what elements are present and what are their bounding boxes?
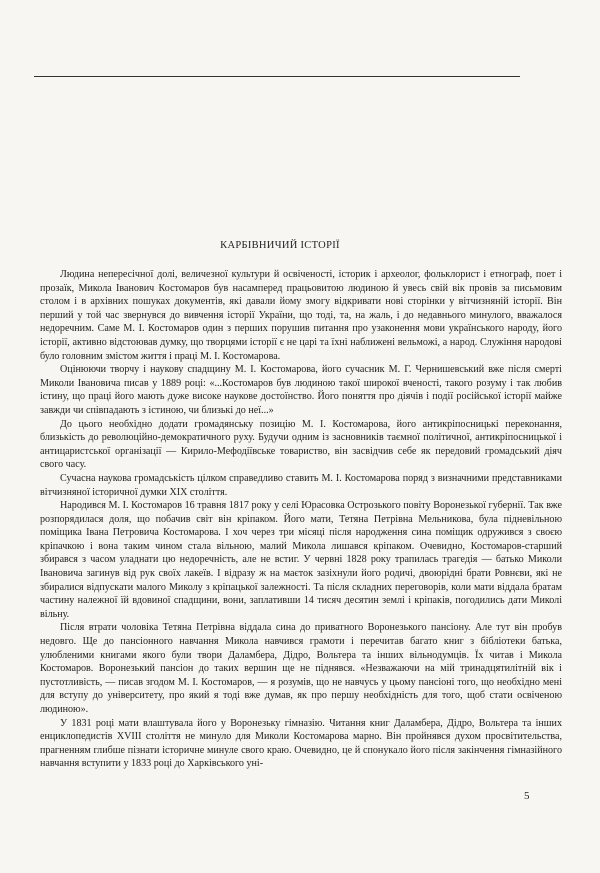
body-text [40, 268, 562, 771]
paragraph: Сучасна наукова громадськість цілком справедливо ставить М. І. Костомарова поряд з визначними представниками вітчизняної історичної думки XIX століття. [40, 472, 562, 498]
page-number: 5 [524, 790, 530, 802]
paragraph: Після втрати чоловіка Тетяна Петрівна віддала сина до приватного Воронезького пансіону. Але тут він пробув недовго. Ще до пансіонного навчання Микола навчився грамоти і перечитав багато книг з бібліотеки батька, улюбленими книгами якого були твори Даламбера, Дідро, Вольтера та інших вільнодумців. Їх читав і Микола Костомаров. Воронезький пансіон до таких вершин ще не піднявся. «Незважаючи на мій тринадцятилітній вік і пустотливість, — писав згодом М. І. Костомаров, — я розумів, що не навчусь у цьому пансіоні того, що необхідно мені для вступу до університету, про який я тоді вже думав, як про першу необхідність для того, щоб стати освіченою людиною». [40, 622, 562, 715]
page-title: КАРБІВНИЧИЙ ІСТОРІЇ [220, 240, 340, 251]
paragraph: Оцінюючи творчу і наукову спадщину М. І. Костомарова, його сучасник М. Г. Чернишевський вже після смерті Миколи Івановича писав у 1889 році: «...Костомаров був людиною такої широкої вченості, такого розуму і так любив істину, що праці його мають дуже високе наукове достоїнство. Його поняття про діячів і події російської історії майже завжди чи співпадають з істиною, чи близькі до неї...» [40, 364, 562, 416]
paragraph: У 1831 році мати влаштувала його у Воронезьку гімназію. Читання книг Даламбера, Дідро, Вольтера та інших енциклопедистів XVIII століття не минуло для Миколи Костомарова марно. Він пройнявся духом просвітительства, прагненням глибше пізнати історичне минуле свого краю. Очевидно, це й спонукало його після закінчення гімназійного навчання вступити у 1833 році до Харківського уні- [40, 717, 562, 770]
paragraph: Людина непересічної долі, величезної культури й освіченості, історик і археолог, фольклорист і етнограф, поет і прозаїк, Микола Іванович Костомаров був насамперед працьовитою людиною й увесь свій вік провів за письмовим столом і в архівних пошуках документів, які давали йому змогу відкривати нові сторінки у вітчизняній історії. Він перший у той час звернувся до вивчення історії України, що тоді, та, на жаль, і до недавнього минулого, вважалося недоречним. Саме М. І. Костомаров один з перших порушив питання про узаконення мови українського народу, його історії, активно відстоював думку, що творцями історії є не царі та їхні наближені вельможі, а народ. Служіння народові було головним змістом життя і праці М. І. Костомарова. [40, 269, 562, 362]
header-rule [34, 76, 520, 77]
paragraph: До цього необхідно додати громадянську позицію М. І. Костомарова, його антикріпосницькі переконання, близькість до революційно-демократичного руху. Будучи одним із засновників таємної політичної, антикріпосницької і антицаристської організації — Кирило-Мефодіївське товариство, він засвідчив себе як передовий громадський діяч свого часу. [40, 418, 562, 471]
paragraph: Народився М. І. Костомаров 16 травня 1817 року у селі Юрасовка Острозького повіту Воронезької губернії. Так вже розпорядилася доля, що побачив світ він кріпаком. Його мати, Тетяна Петрівна Мельникова, була підневільною поміщика Івана Петровича Костомарова. І хоч через три місяці після народження сина поміщик одружився з своєю кріпачкою і вона таким чином стала вільною, малий Микола лишався кріпаком. Очевидно, Костомаров-старший збирався з часом уладнати цю недоречність, але не встиг. У червні 1828 року трапилась трагедія — батько Миколи Івановича загинув від рук своїх лакеїв. І відразу ж на маєток зазіхнули його родичі, двоюрідні брати Ровнєви, які не збиралися відпускати малого Миколу з кріпацької залежності. Та після складних переговорів, коли мати віддала братам частину належної їй вдовиної спадщини, вони, заплативши 14 тисяч десятин землі і кріпаків, погодились дати Миколі вільну. [40, 500, 562, 620]
